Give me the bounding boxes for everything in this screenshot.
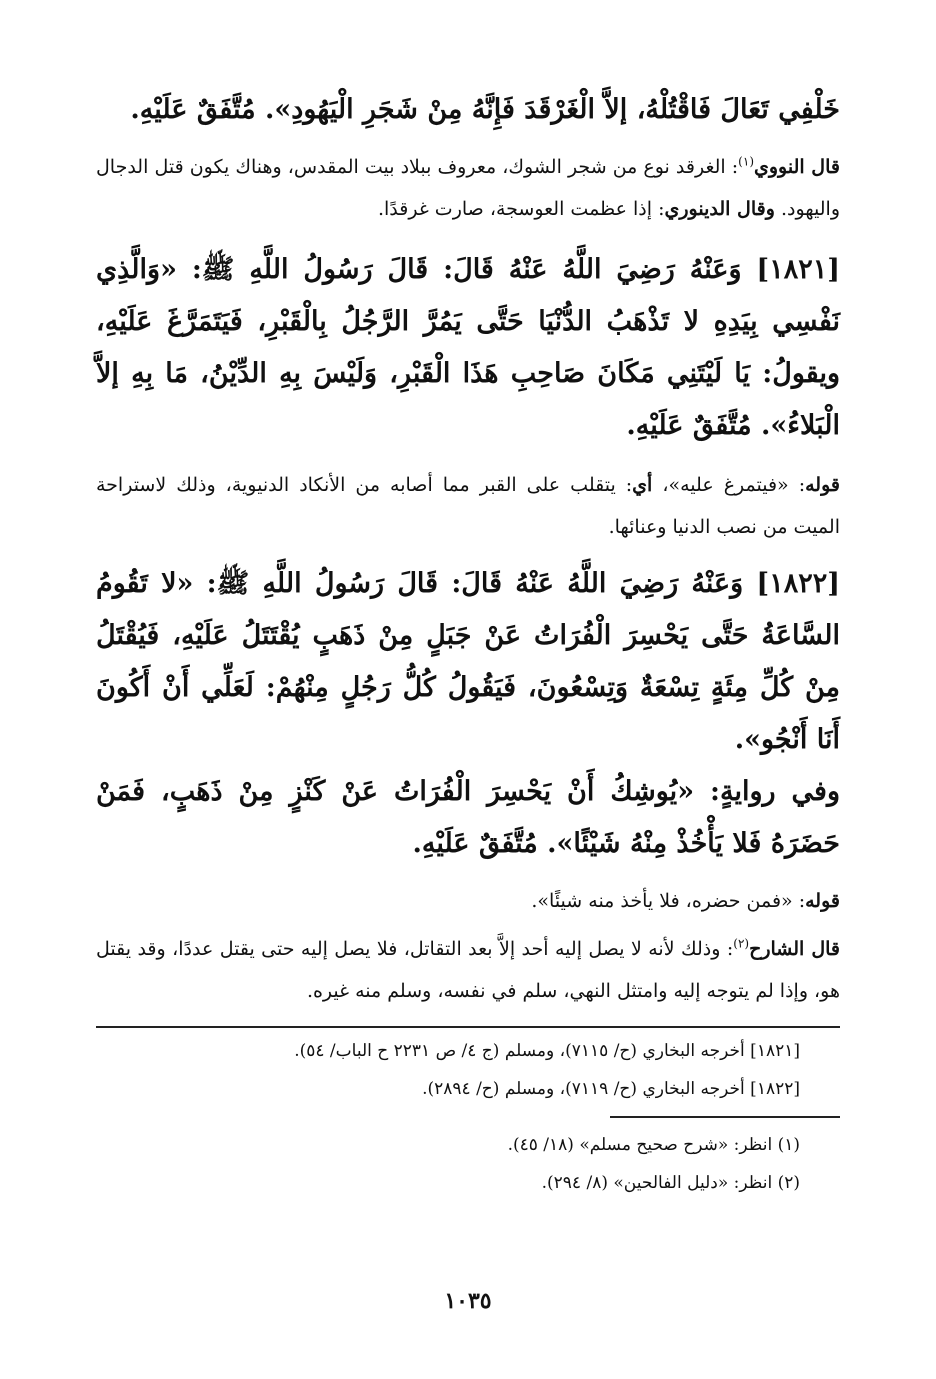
commentary-label: أي [632, 474, 653, 496]
takhrij-notes [96, 1028, 840, 1116]
commentary-label: وقال الدينوري [664, 198, 775, 220]
commentary-nawawi [96, 146, 840, 230]
hadith-1821 [96, 244, 840, 452]
hadith-number: [١٨٢٢] [756, 568, 840, 599]
commentary-label: قال النووي [754, 156, 840, 178]
commentary-1822 [96, 880, 840, 922]
hadith-continuation: خَلْفِي تَعَالَ فَاقْتُلْهُ، إلاَّ الْغَرْقَدَ فَإِنَّهُ مِنْ شَجَرِ الْيَهُودِ». مُتَّفَقٌ عَلَيْهِ. [130, 94, 840, 125]
commentary-text: : إذا عظمت العوسجة، صارت غرقدًا. [377, 198, 665, 220]
hadith-body: وَعَنْهُ رَضِيَ اللَّهُ عَنْهُ قَالَ: قَالَ رَسُولُ اللَّهِ ﷺ: «لا تَقُومُ السَّاعَةُ حَتَّى يَحْسِرَ الْفُرَاتُ عَنْ جَبَلٍ مِنْ ذَهَبٍ يُقْتَتَلُ عَلَيْهِ، فَيُقْتَلُ مِنْ كُلِّ مِئَةٍ تِسْعَةٌ وَتِسْعُونَ، فَيَقُولُ كُلُّ رَجُلٍ مِنْهُمْ: لَعَلِّي أَنْ أَكُونَ أَنَا أَنْجُو». [96, 568, 840, 755]
commentary-1821 [96, 464, 840, 548]
commentary-text: : «فيتمرغ عليه»، [662, 474, 806, 496]
commentary-text: : وذلك لأنه لا يصل إليه أحد إلاَّ بعد التقاتل، فلا يصل إليه حتى يقتل عددًا، وقد يقتل هو، وإذا لم يتوجه إليه وامتثل النهي، سلم في نفسه، وسلم منه غيره. [96, 938, 840, 1002]
footnote-line: (٢) انظر: «دليل الفالحين» (٨/ ٢٩٤). [541, 1173, 800, 1193]
page-number: ١٠٣٥ [444, 1288, 492, 1314]
commentary-label: قوله [805, 890, 840, 912]
commentary-text: : يتقلب على القبر مما أصابه من الأنكاد الدنيوية، وذلك لاستراحة الميت من نصب الدنيا وعنائها. [96, 474, 840, 538]
footnote-ref: (٢) [733, 936, 750, 951]
commentary-label: قال الشارح [749, 938, 841, 960]
takhrij-line: [١٨٢٢] أخرجه البخاري (ح/ ٧١١٩)، ومسلم (ح/ ٢٨٩٤). [422, 1079, 800, 1099]
footnote-ref: (١) [738, 154, 754, 169]
hadith-1822-riwaya: وفي روايةٍ: «يُوشِكُ أَنْ يَحْسِرَ الْفُرَاتُ عَنْ كَنْزٍ مِنْ ذَهَبٍ، فَمَنْ حَضَرَهُ فَلا يَأْخُذْ مِنْهُ شَيْئًا». مُتَّفَقٌ عَلَيْهِ. [96, 776, 840, 859]
takhrij-line: [١٨٢١] أخرجه البخاري (ح/ ٧١١٥)، ومسلم (ج ٤/ ص ٢٢٣١ ح الباب/ ٥٤). [294, 1041, 800, 1061]
commentary-sharih [96, 928, 840, 1012]
hadith-body: وَعَنْهُ رَضِيَ اللَّهُ عَنْهُ قَالَ: قَالَ رَسُولُ اللَّهِ ﷺ: «وَالَّذِي نَفْسِي بِيَدِهِ لا تَذْهَبُ الدُّنْيَا حَتَّى يَمُرَّ الرَّجُلُ بِالْقَبْرِ، فَيَتَمَرَّغَ عَلَيْهِ، ويقولُ: يَا لَيْتَنِي مَكَانَ صَاحِبِ هَذَا الْقَبْرِ، وَلَيْسَ بِهِ الدِّيْنُ، مَا بِهِ إلاَّ الْبَلاءُ». مُتَّفَقٌ عَلَيْهِ. [96, 254, 840, 441]
footnote-line: (١) انظر: «شرح صحيح مسلم» (١٨/ ٤٥). [507, 1135, 800, 1155]
commentary-label: قوله [805, 474, 840, 496]
footnotes [96, 1118, 840, 1202]
hadith-number: [١٨٢١] [756, 254, 840, 285]
hadith-1822 [96, 558, 840, 766]
commentary-text: : الغرقد نوع من شجر الشوك، معروف ببلاد بيت المقدس، وهناك يكون قتل الدجال واليهود. [96, 156, 840, 220]
commentary-text: : «فمن حضره، فلا يأخذ منه شيئًا». [531, 890, 806, 912]
